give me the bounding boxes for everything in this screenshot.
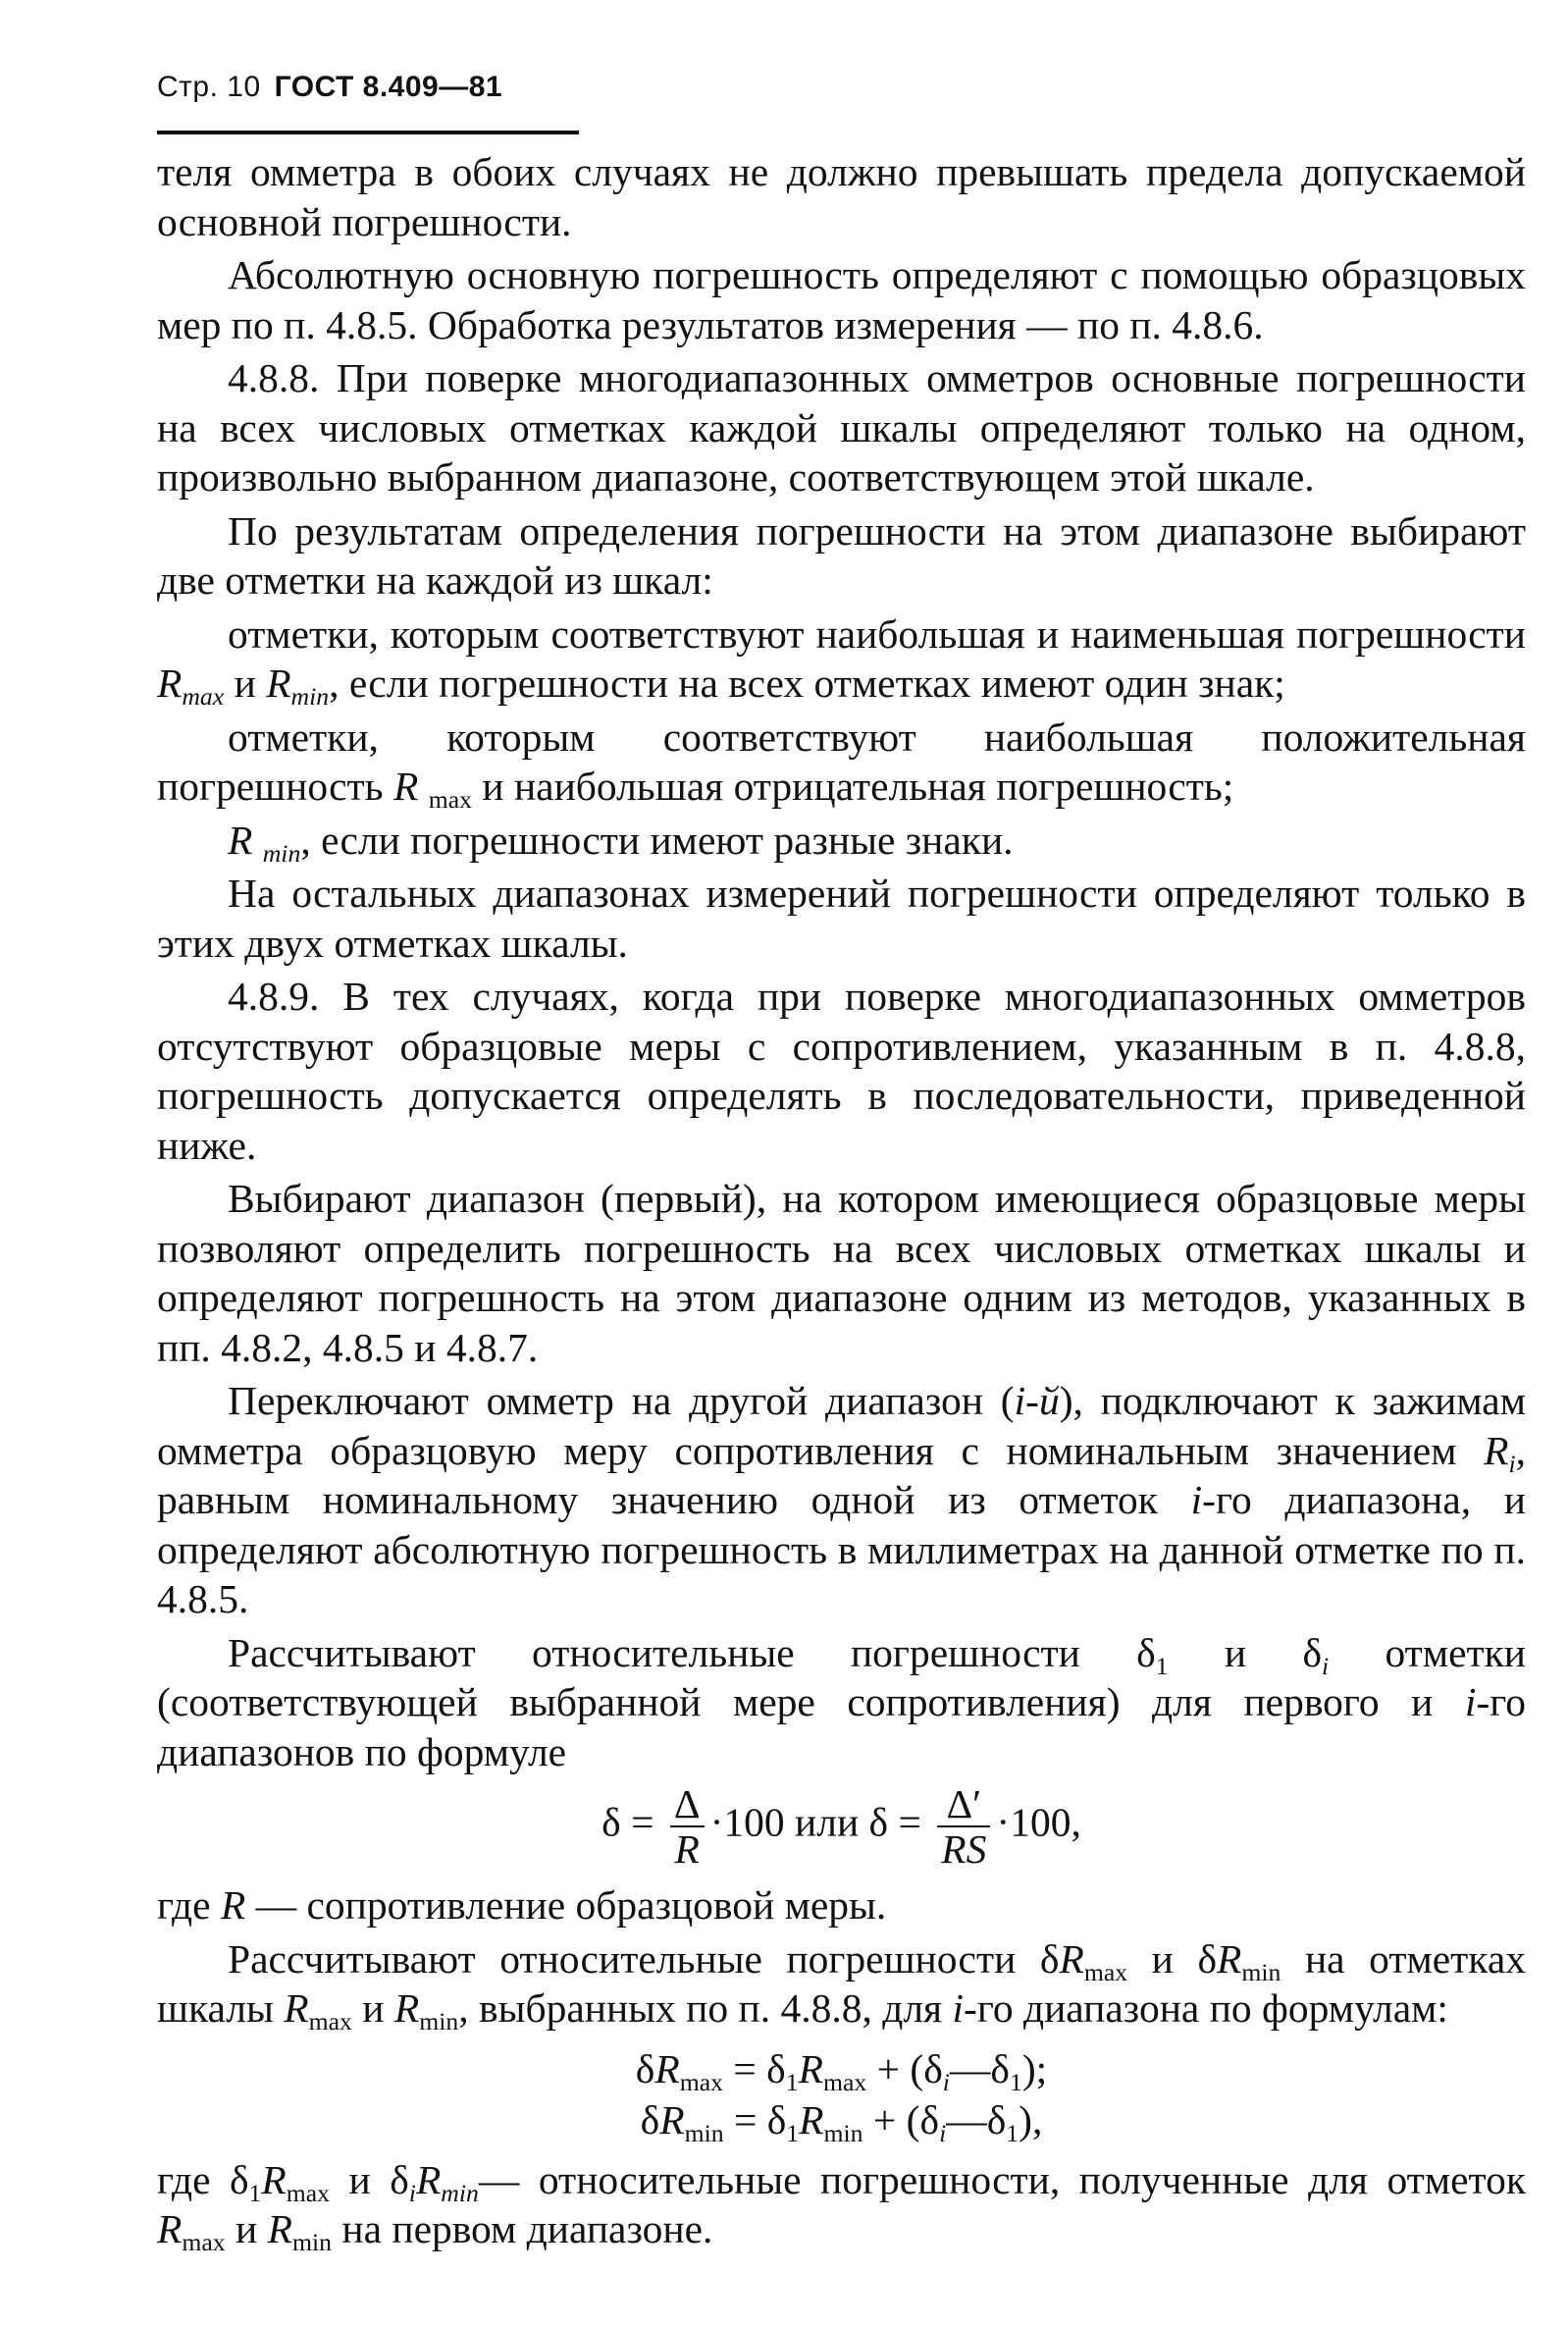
paragraph: 4.8.9. В тех случаях, когда при поверке многодиапазонных омметров отсутствуют образцовые меры с сопротивлением, указанным в п. 4.8.8, погрешность допускается определять в последовательности, приведенной ниже. [157,974,1526,1168]
formula-line-max: $\delta R_{max} = \delta_1R_{max}$ + $(\delta_i—\delta_1)$; [635,2045,1048,2096]
paragraph: отметки, которым соответствуют наибольшая и наименьшая погрешности $R_{max}$ и $R_{min}$, если погрешности на всех отметках имеют один знак; [157,610,1526,712]
page-header [157,71,502,104]
formula-relative-error: δ = $\frac{\Delta}{R}$ ·100 или δ = $\frac{\Delta'}{RS}$ ·100, [601,1781,1081,1872]
paragraph: Рассчитывают относительные погрешности $\delta_1$ и $\delta_i$ отметки (соответствующей выбранной мере сопротивления) для первого и i-го диапазонов по формуле [157,1629,1527,1774]
paragraph: Абсолютную основную погрешность определяют с помощью образцовых мер по п. 4.8.5. Обработка результатов измерения — по п. 4.8.6. [157,252,1526,347]
paragraph: Переключают омметр на другой диапазон (i-й), подключают к зажимам омметра образцовую меру сопротивления с номинальным значением $R_i$, равным номинальному значению одной из отметок i-го диапазона, и определяют абсолютную погрешность в миллиметрах на данной отметке по п. 4.8.5. [157,1378,1526,1621]
paragraph: На остальных диапазонах измерений погрешности определяют только в этих двух отметках шкалы. [157,871,1526,966]
paragraph: Рассчитывают относительные погрешности $\delta R_{max}$ и $\delta R_{min}$ на отметках шкалы $R_{max}$ и $R_{min}$, выбранных по п. 4.8.8, для i-го диапазона по формулам: [157,1935,1526,2036]
formula-line-min: $\delta R_{min} = \delta_1R_{min}$ + $(\delta_i—\delta_1)$, [640,2096,1043,2147]
paragraph: отметки, которым соответствуют наибольшая положительная погрешность R $_{max}$ и наибольшая отрицательная погрешность; [157,714,1526,815]
paragraph: R $_{min}$, если погрешности имеют разные знаки. [228,817,1014,868]
standard-number: ГОСТ 8.409—81 [274,71,503,103]
paragraph: где R — сопротивление образцовой меры. [157,1882,887,1928]
paragraph: теля омметра в обоих случаях не должно превышать предела допускаемой основной погрешности. [157,149,1526,244]
page-number: Стр. 10 [157,71,261,103]
paragraph: 4.8.8. При поверке многодиапазонных омметров основные погрешности на всех числовых отметках каждой шкалы определяют только на одном, произвольно выбранном диапазоне, соответствующем этой шкале. [157,355,1526,500]
formula-max-min [157,2043,1526,2145]
header-rule [157,131,579,134]
paragraph: По результатам определения погрешности на этом диапазоне выбирают две отметки на каждой из шкал: [157,507,1526,603]
body-text [157,147,1526,2258]
paragraph: Выбирают диапазон (первый), на котором имеющиеся образцовые меры позволяют определить погрешность на всех числовых отметках шкалы и определяют погрешность на этом диапазоне одним из методов, указанных в пп. 4.8.2, 4.8.5 и 4.8.7. [157,1176,1526,1370]
paragraph: где $\delta_1R_{max}$ и $\delta_iR_{min}—$ относительные погрешности, полученные для отметок $R_{max}$ и $R_{min}$ на первом диапазоне. [157,2156,1526,2257]
